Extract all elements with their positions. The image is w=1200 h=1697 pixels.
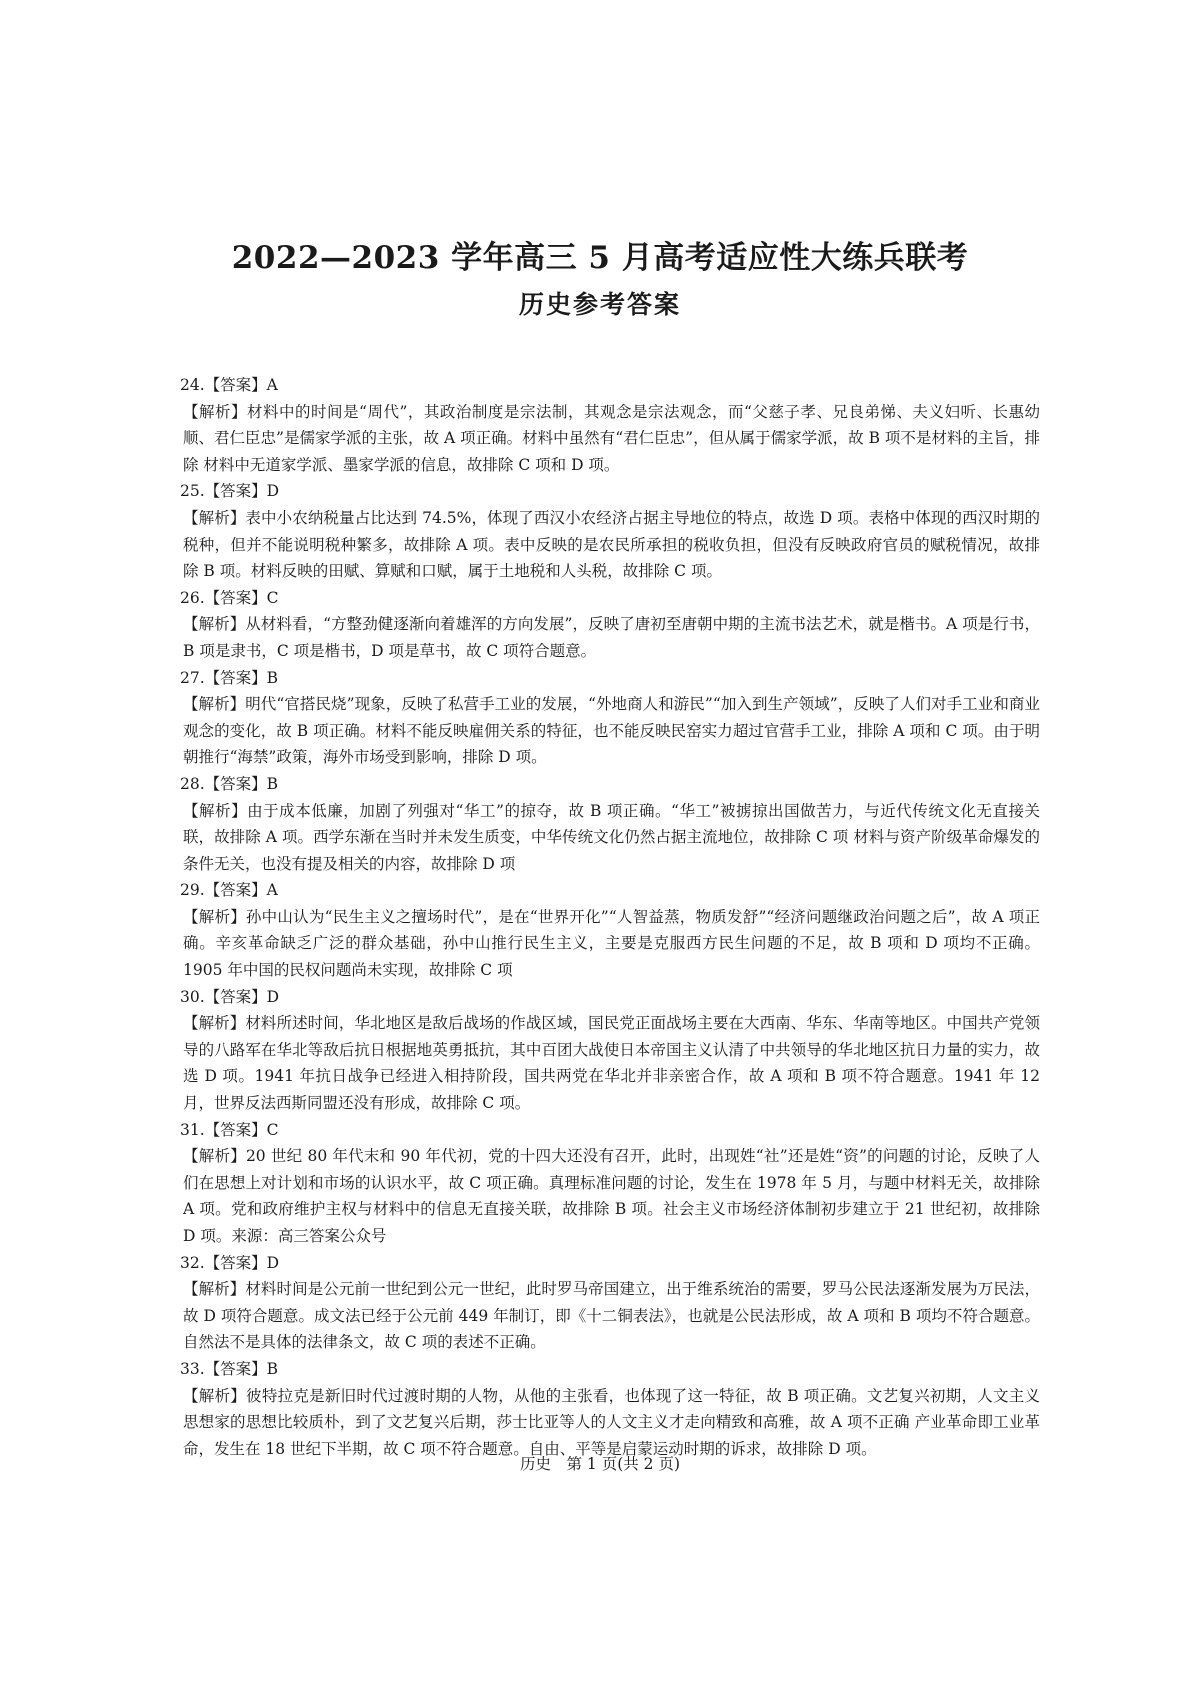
- document-title: 2022—2023 学年高三 5 月高考适应性大练兵联考: [231, 240, 969, 276]
- analysis-text: 【解析】20 世纪 80 年代末和 90 年代初，党的十四大还没有召开，此时，出现姓“社”还是姓“资”的问题的讨论，反映了人们在思想上对计划和市场的认识水平，故 C 项正确。真理标准问题的讨论，发生在 1978 年 5 月，与题中材料无关，故排除 A 项。党和政府维护主权与材料中的信息无直接关联，故排除 B 项。社会主义市场经济体制初步建立于 21 世纪初，故排除 D 项。来源：高三答案公众号: [183, 1147, 1040, 1245]
- answer-line: 24.【答案】A: [180, 376, 278, 394]
- analysis-text: 【解析】材料中的时间是“周代”，其政治制度是宗法制，其观念是宗法观念，而“父慈子孝、兄良弟悌、夫义妇听、长惠幼顺、君仁臣忠”是儒家学派的主张，故 A 项正确。材料中虽然有“君仁臣忠”，但从属于儒家学派，故 B 项不是材料的主旨，排除 材料中无道家学派、墨家学派的信息，故排除 C 项和 D 项。: [183, 402, 1040, 474]
- document-subtitle: 历史参考答案: [518, 290, 681, 319]
- answer-line: 32.【答案】D: [180, 1253, 280, 1272]
- answer-line: 33.【答案】B: [180, 1359, 279, 1378]
- question-item: [180, 771, 1040, 877]
- analysis-text: 【解析】从材料看，“方整劲健逐渐向着雄浑的方向发展”，反映了唐初至唐朝中期的主流书法艺术，就是楷书。A 项是行书，B 项是隶书，C 项是楷书，D 项是草书，故 C 项符合题意。: [183, 615, 1040, 660]
- question-item: [180, 877, 1040, 983]
- answer-line: 27.【答案】B: [180, 668, 279, 687]
- question-item: [180, 478, 1040, 584]
- question-item: [180, 665, 1040, 771]
- page-footer: 历史 第 1 页(共 2 页): [519, 1455, 681, 1473]
- answer-list: [180, 372, 1040, 1462]
- question-item: [180, 1117, 1040, 1250]
- analysis-text: 【解析】孙中山认为“民生主义之擅场时代”，是在“世界开化”“人智益蒸，物质发舒”“经济问题继政治问题之后”，故 A 项正确。辛亥革命缺乏广泛的群众基础，孙中山推行民生主义，主要是克服西方民生问题的不足，故 B 项和 D 项均不正确。1905 年中国的民权问题尚未实现，故排除 C 项: [183, 907, 1040, 980]
- answer-line: 25.【答案】D: [180, 482, 280, 501]
- answer-line: 31.【答案】C: [180, 1120, 279, 1139]
- analysis-text: 【解析】材料所述时间，华北地区是敌后战场的作战区域，国民党正面战场主要在大西南、华东、华南等地区。中国共产党领导的八路军在华北等敌后抗日根据地英勇抵抗，其中百团大战使日本帝国主义认清了中共领导的华北地区抗日力量的实力，故选 D 项。1941 年抗日战争已经进入相持阶段，国共两党在华北并非亲密合作，故 A 项和 B 项不符合题意。1941 年 12 月，世界反法西斯同盟还没有形成，故排除 C 项。: [183, 1014, 1040, 1113]
- answer-line: 30.【答案】D: [180, 987, 280, 1006]
- answer-line: 28.【答案】B: [180, 774, 279, 793]
- question-item: [180, 984, 1040, 1117]
- analysis-text: 【解析】明代“官搭民烧”现象，反映了私营手工业的发展，“外地商人和游民”“加入到生产领域”，反映了人们对手工业和商业观念的变化，故 B 项正确。材料不能反映雇佣关系的特征，也不能反映民窑实力超过官营手工业，排除 A 项和 C 项。由于明朝推行“海禁”政策，海外市场受到影响，排除 D 项。: [183, 695, 1040, 767]
- analysis-text: 【解析】彼特拉克是新旧时代过渡时期的人物，从他的主张看，也体现了这一特征，故 B 项正确。文艺复兴初期，人文主义思想家的思想比较质朴，到了文艺复兴后期，莎士比亚等人的人文主义才走向精致和高雅，故 A 项不正确 产业革命即工业革命，发生在 18 世纪下半期，故 C 项不符合题意。自由、平等是启蒙运动时期的诉求，故排除 D 项。: [183, 1386, 1040, 1458]
- question-item: [180, 1250, 1040, 1356]
- answer-line: 29.【答案】A: [180, 881, 278, 900]
- analysis-text: 【解析】由于成本低廉，加剧了列强对“华工”的掠夺，故 B 项正确。“华工”被掳掠出国做苦力，与近代传统文化无直接关联，故排除 A 项。西学东渐在当时并未发生质变，中华传统文化仍然占据主流地位，故排除 C 项 材料与资产阶级革命爆发的条件无关，也没有提及相关的内容，故排除 D 项: [183, 801, 1040, 873]
- answer-line: 26.【答案】C: [180, 588, 279, 607]
- question-item: [180, 585, 1040, 665]
- question-item: [180, 372, 1040, 478]
- analysis-text: 【解析】材料时间是公元前一世纪到公元一世纪，此时罗马帝国建立，出于维系统治的需要，罗马公民法逐渐发展为万民法，故 D 项符合题意。成文法已经于公元前 449 年制订，即《十二铜表法》，也就是公民法形成，故 A 项和 B 项均不符合题意。自然法不是具体的法律条文，故 C 项的表述不正确。: [183, 1280, 1040, 1352]
- analysis-text: 【解析】表中小农纳税量占比达到 74.5%，体现了西汉小农经济占据主导地位的特点，故选 D 项。表格中体现的西汉时期的税种，但并不能说明税种繁多，故排除 A 项。表中反映的是农民所承担的税收负担，但没有反映政府官员的赋税情况，故排除 B 项。材料反映的田赋、算赋和口赋，属于土地税和人头税，故排除 C 项。: [183, 508, 1040, 581]
- question-item: [180, 1356, 1040, 1462]
